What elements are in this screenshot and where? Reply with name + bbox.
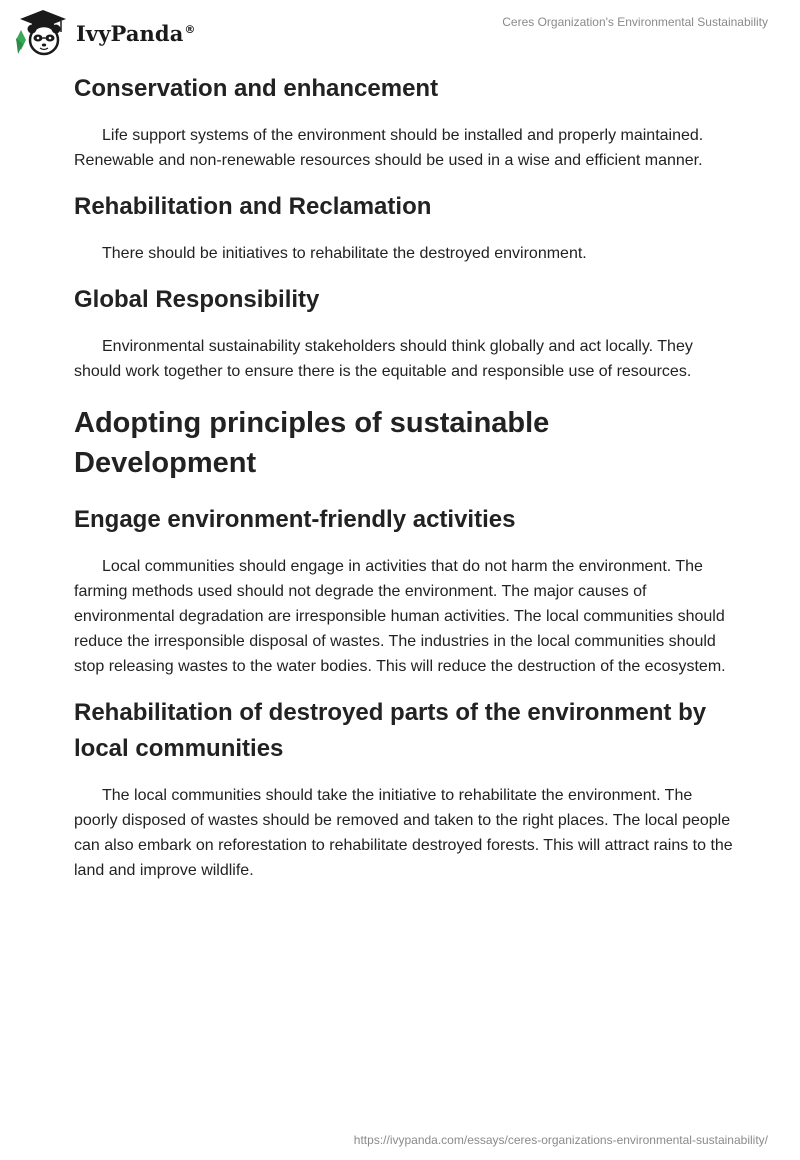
document-title: Ceres Organization's Environmental Sustainability [502,15,768,29]
main-heading: Adopting principles of sustainable Development [74,407,550,479]
section-heading: Conservation and enhancement [74,75,439,102]
section-heading: Rehabilitation of destroyed parts of the environment by local communities [74,699,707,762]
article-content [74,70,734,883]
section-heading: Rehabilitation and Reclamation [74,193,432,220]
section-paragraph: The local communities should take the initiative to rehabilitate the environment. The poorly disposed of wastes should be removed and taken to the right places. The local people can also embark on reforestation to rehabilitate destroyed forests. This will attract rains to the land and improve wildlife. [74,787,733,879]
source-url[interactable]: https://ivypanda.com/essays/ceres-organizations-environmental-sustainability/ [353,1133,768,1147]
ivypanda-logo[interactable] [14,8,196,56]
section-heading: Engage environment-friendly activities [74,506,516,533]
section-paragraph: There should be initiatives to rehabilitate the destroyed environment. [102,245,587,262]
section-paragraph: Environmental sustainability stakeholders should think globally and act locally. They should work together to ensure there is the equitable and responsible use of resources. [74,338,693,380]
section-paragraph: Life support systems of the environment should be installed and properly maintained. Renewable and non-renewable resources should be used in a wise and efficient manner. [74,127,704,169]
panda-graduate-icon [14,8,72,56]
page-header [0,0,800,60]
section-heading: Global Responsibility [74,286,320,313]
logo-text: IvyPanda® [76,20,196,46]
section-paragraph: Local communities should engage in activities that do not harm the environment. The farming methods used should not degrade the environment. The major causes of environmental degradation are irresponsible human activities. The local communities should reduce the irresponsible disposal of wastes. The industries in the local communities should stop releasing wastes to the water bodies. This will reduce the destruction of the ecosystem. [74,558,726,675]
